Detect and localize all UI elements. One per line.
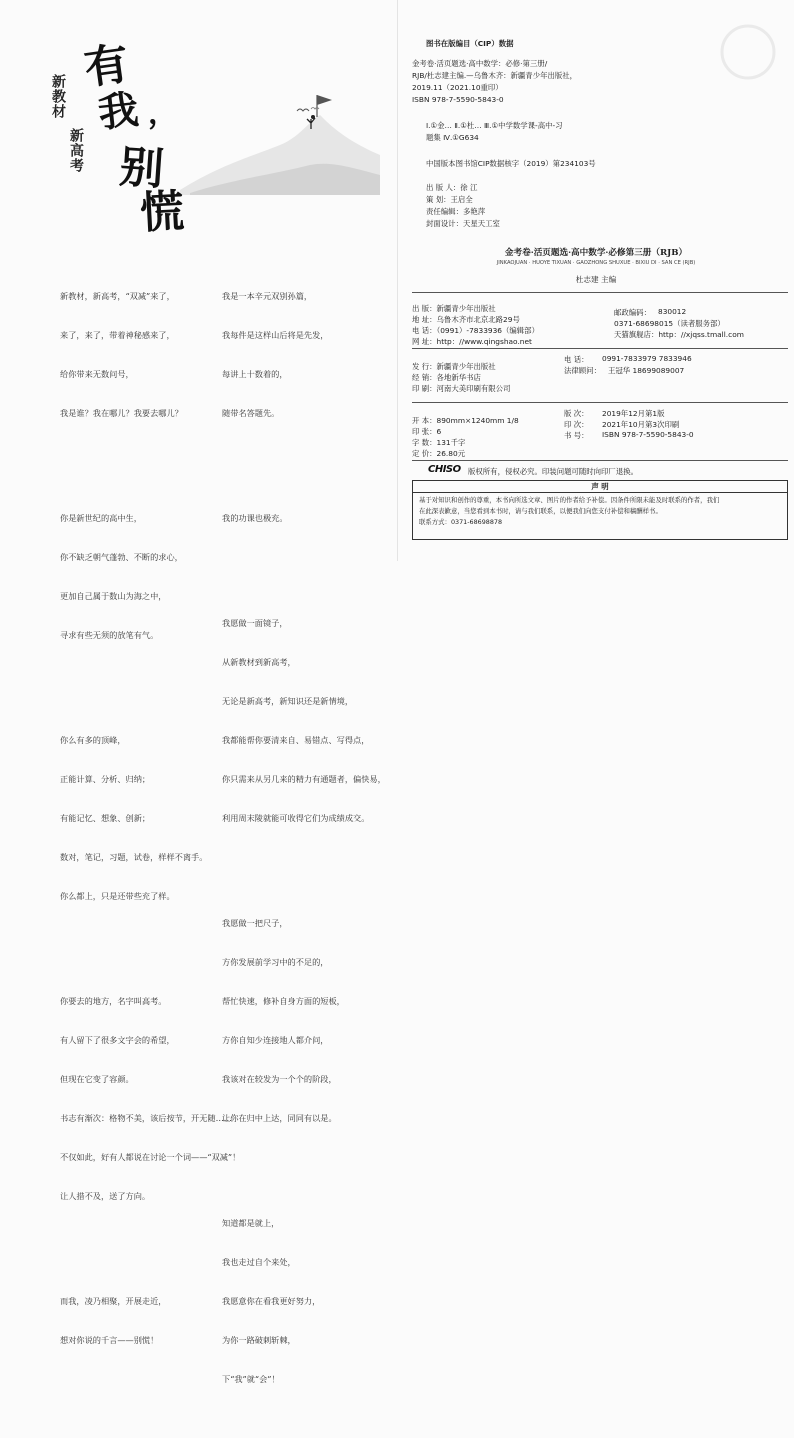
info-label: 书 号： (564, 431, 589, 440)
statement-line: 在此深表歉意，当您看到本书时，请与我们联系，以便我们向您支付补偿和稿酬样书。 (419, 507, 662, 515)
poem-stanza (60, 1269, 210, 1373)
info-value: 各地新华书店 (436, 373, 481, 382)
info-value: 新疆青少年出版社 (436, 362, 496, 371)
divider (412, 402, 788, 403)
editor-credit: 杜志建 主编 (575, 275, 617, 284)
cip-line: RJB/杜志建主编.—乌鲁木齐：新疆青少年出版社， (412, 71, 578, 80)
title-char-2: 我 (95, 86, 141, 137)
staff-value: 多艳萍 (462, 207, 486, 216)
poem-line: 帮忙快速，修补自身方面的短板， (222, 996, 345, 1006)
staff-row (426, 206, 500, 218)
decorative-circle (718, 22, 778, 82)
info-value: 新疆青少年出版社 (436, 304, 496, 313)
info-value: 2021年10月第3次印刷 (602, 420, 680, 429)
info-label: 法律顾问： (564, 366, 601, 375)
title-char-5: 慌 (138, 185, 186, 240)
info-label: 字 数： (412, 438, 437, 447)
book-title: 金考卷·活页题选·高中数学·必修第三册（RJB） (504, 248, 688, 258)
poem-line: 更加自己属于数山为海之中， (60, 591, 167, 601)
poem-line: 来了，来了，带着神秘感来了， (60, 330, 175, 340)
staff-label: 责任编辑： (426, 207, 463, 216)
info-label: 定 价： (412, 449, 437, 458)
poem-line: 想对你说的千言——别慌！ (60, 1335, 159, 1345)
publisher-info (412, 296, 788, 346)
poem-line: 你只需来从另几来的精力有通题者，偏快易， (222, 774, 386, 784)
info-value: 890mm×1240mm 1/8 (436, 416, 519, 425)
info-label: 网 址： (412, 337, 437, 346)
chiso-logo: CHISO (428, 464, 461, 475)
info-label: 印 刷： (412, 384, 437, 393)
info-label: 印 张： (412, 427, 437, 436)
poem-stanza (222, 264, 382, 446)
poem-line: 我的功课也极充。 (222, 513, 288, 523)
distribution-info (412, 354, 788, 393)
poem-line: 方你发展前学习中的不足的， (222, 957, 329, 967)
info-label: 地 址： (412, 315, 437, 324)
poem-stanza (60, 708, 210, 929)
info-label: 发 行： (412, 362, 437, 371)
info-value: 830012 (658, 307, 687, 316)
cip-block (412, 58, 672, 106)
cip-line: ISBN 978-7-5590-5843-0 (412, 95, 504, 104)
poem-line: 知道都是就上， (222, 1218, 280, 1228)
poem-line: 有人留下了很多文字会的希望， (60, 1035, 175, 1045)
divider (412, 292, 788, 293)
cip-line: 题集 Ⅳ.①G634 (426, 133, 479, 142)
title-char-4: 别 (117, 141, 166, 196)
poem-line: 我愿做一面镜子， (222, 618, 288, 628)
staff-value: 徐 江 (460, 183, 478, 192)
poem-line: 你不缺乏朝气蓬勃、不断的求心， (60, 552, 183, 562)
poem-line: 你是新世纪的高中生， (60, 513, 142, 523)
info-row (412, 365, 788, 382)
poem-stanza (222, 891, 382, 1151)
poem-column-1 (60, 238, 241, 1399)
info-value: 河南大美印刷有限公司 (436, 384, 511, 393)
info-label: 出 版： (412, 304, 437, 313)
title-char-1: 有 (81, 38, 132, 95)
poem-line: 为你一路破刺斩棘， (222, 1335, 296, 1345)
poem-line: 利用周末陵就能可收得它们为成绩成交。 (222, 813, 370, 823)
info-row (412, 441, 788, 458)
divider (412, 348, 788, 349)
cip-line: 2019.11（2021.10重印） (412, 83, 503, 92)
cip-line: 金考卷·活页题选·高中数学：必修·第三册/ (412, 59, 548, 68)
poem-line: 我愿做一把尺子， (222, 918, 288, 928)
info-value: 2019年12月第1版 (602, 409, 665, 418)
poem-stanza (60, 486, 210, 668)
poem-stanza (60, 264, 210, 446)
poem-line: 正能计算、分析、归纳； (60, 774, 151, 784)
poem-line: 随带名答题先。 (222, 408, 280, 418)
poem-line: 你么有多的顶峰， (60, 735, 126, 745)
poem-line: 书志有渐次：格物不美，该后按节，开无随…… (60, 1113, 232, 1123)
poem-line: 但现在它变了容颜。 (60, 1074, 134, 1084)
poem-line: 寻求有些无须的放笔有气。 (60, 630, 159, 640)
poem-stanza (222, 1191, 382, 1412)
info-label: 开 本： (412, 416, 437, 425)
left-page (0, 0, 397, 1384)
info-value: 0371-68698015（读者服务部） (614, 319, 725, 328)
title-char-3: ， (148, 96, 178, 131)
cip-number: 中国版本图书馆CIP数据核字（2019）第234103号 (426, 159, 596, 168)
poem-line: 我愿意你在看我更好努力， (222, 1296, 321, 1306)
info-value: 天猫旗舰店：http：//xjqss.tmall.com (614, 330, 744, 339)
info-value: 王冠华 18699089007 (608, 366, 685, 375)
info-value: 131千字 (436, 438, 466, 447)
poem-line: 不仅如此，好有人都说在讨论一个词——“双减”！ (60, 1152, 241, 1162)
info-label: 电 话： (564, 355, 589, 364)
mountain-illustration (180, 95, 380, 195)
staff-label: 封面设计： (426, 219, 463, 228)
divider (412, 460, 788, 461)
info-value: ISBN 978-7-5590-5843-0 (602, 430, 694, 439)
cip-title: 图书在版编目（CIP）数据 (426, 39, 514, 48)
poem-line: 无论是新高考，新知识还是新情境， (222, 696, 354, 706)
copyright-notice: 版权所有，侵权必究。印装问题可随时向印厂退换。 (468, 467, 638, 476)
info-label: 经 销： (412, 373, 437, 382)
staff-label: 出 版 人： (426, 183, 461, 192)
poem-line: 下“我”就“会”！ (222, 1374, 280, 1384)
poem-line: 方你自知少连接地人都介问， (222, 1035, 329, 1045)
statement-body (413, 493, 787, 530)
info-label: 邮政编码： (614, 308, 651, 317)
info-row (412, 430, 788, 447)
poem-line: 我每件是这样山后将是先发， (222, 330, 329, 340)
staff-list (426, 182, 500, 230)
staff-value: 王启全 (450, 195, 473, 204)
cip-line: Ⅰ.①金… Ⅱ.①杜… Ⅲ.①中学数学课-高中-习 (426, 121, 563, 130)
spec-info (412, 408, 788, 458)
info-value: 乌鲁木齐市北京北路29号 (436, 315, 520, 324)
info-value: 26.80元 (436, 449, 466, 458)
poem-stanza (60, 969, 241, 1229)
poem-line: 数对，笔记，习题，试卷，样样不离手。 (60, 852, 208, 862)
poem-line: 有能记忆、想象、创新； (60, 813, 151, 823)
slogan-new-gaokao: 新高考 (68, 128, 84, 173)
poem-line: 我都能帮你要清来自、易错点、写得点， (222, 735, 370, 745)
poem-line: 给你带来无数问号， (60, 369, 134, 379)
info-label: 版 次： (564, 409, 589, 418)
staff-value: 天星天工室 (462, 219, 500, 228)
info-value: 6 (436, 427, 442, 436)
book-pinyin: JINKAOJUAN · HUOYE TIXUAN · GAOZHONG SHUXUE · BIXIU DI · SAN CE (RJB) (496, 260, 696, 266)
info-label: 电 话： (412, 326, 437, 335)
info-value: （0991）-7833936（编辑部） (436, 326, 539, 335)
poem-line: 每讲上十数着的， (222, 369, 288, 379)
poem-line: 从新教材到新高考， (222, 657, 296, 667)
poem-stanza (222, 591, 386, 851)
slogan-new-textbook: 新教材 (50, 74, 66, 119)
info-row (412, 329, 788, 346)
right-page (398, 0, 794, 561)
poem-stanza (222, 486, 382, 551)
statement-line: 联系方式：0371-68698878 (419, 518, 503, 526)
poem-line: 我也走过自个来处， (222, 1257, 296, 1267)
poem-line: 你要去的地方，名字叫高考。 (60, 996, 167, 1006)
statement-line: 基于对知识和创作的尊重，本书向所选文章、图片的作者给予补偿。因条件所限未能及时联系的作者，我们 (419, 496, 720, 504)
staff-row (426, 194, 500, 206)
info-value: 0991-7833979 7833946 (602, 354, 692, 363)
poem-line: 我该对在较发为一个个的阶段， (222, 1074, 337, 1084)
cip-classification (426, 120, 563, 144)
bird-icon (296, 105, 320, 115)
poem-column-2 (222, 238, 386, 1438)
staff-row (426, 218, 500, 230)
poem-line: 新教材，新高考，“双减”来了， (60, 291, 175, 301)
statement-title: 声 明 (413, 481, 787, 493)
statement-box (412, 480, 788, 540)
poem-line: 你么都上，只是还带些充了样。 (60, 891, 175, 901)
info-value: http：//www.qingshao.net (436, 337, 532, 346)
poem-line: 让人措不及，送了方向。 (60, 1191, 151, 1201)
info-label: 印 次： (564, 420, 589, 429)
poem-line: 我是谁？我在哪儿？我要去哪儿？ (60, 408, 183, 418)
staff-row (426, 182, 500, 194)
poem-line: 我是一本辛元双别孙篇， (222, 291, 313, 301)
poem-line: 而我，凌乃相聚，开展走近， (60, 1296, 167, 1306)
info-row (412, 376, 788, 393)
poem-line: 让你在归中上达，同同有以是。 (222, 1113, 337, 1123)
staff-label: 策 划： (426, 195, 451, 204)
